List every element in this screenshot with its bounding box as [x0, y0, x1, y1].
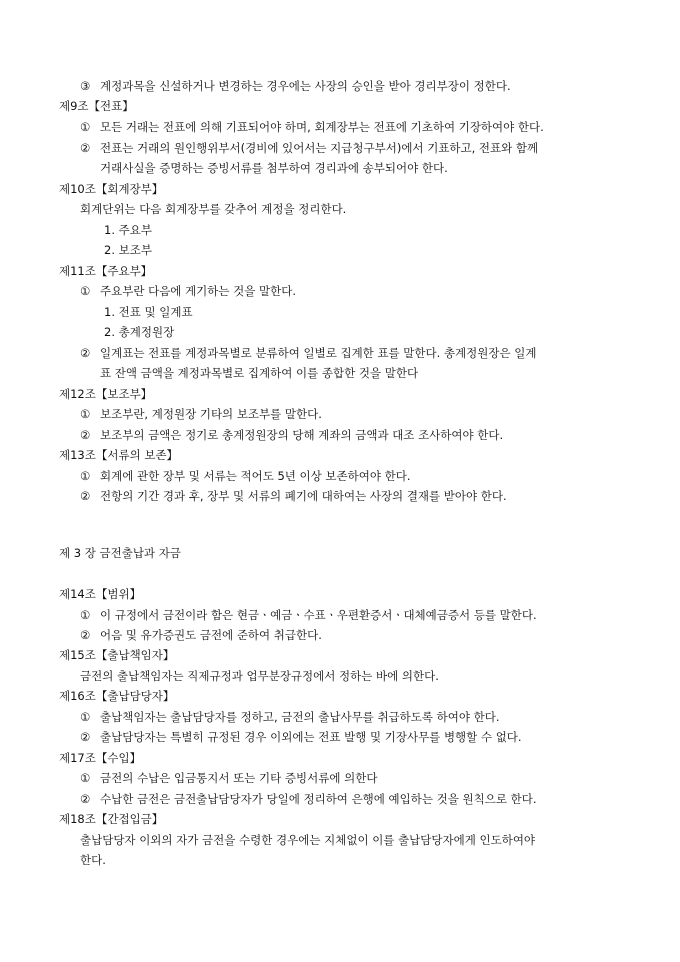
article-12-heading: 제12조【보조부】: [59, 387, 153, 401]
clause-9-item-1: ① 모든 거래는 전표에 의해 기표되어야 하며, 회계장부는 전표에 기초하여 기장하여야 한다.: [80, 120, 544, 134]
clause-14-item-2: ② 어음 및 유가증권도 금전에 준하여 취급한다.: [80, 628, 322, 642]
clause-17-item-1: ① 금전의 수납은 입금통지서 또는 기타 증빙서류에 의한다: [80, 771, 378, 785]
article-10-sub-2: 2. 보조부: [104, 243, 152, 257]
article-10-heading: 제10조【회계장부】: [59, 182, 164, 196]
article-17-heading: 제17조【수입】: [59, 751, 142, 765]
article-18-heading: 제18조【간접입금】: [59, 812, 164, 826]
clause-16-item-1: ① 출납책임자는 출납담당자를 정하고, 금전의 출납사무를 취급하도록 하여야 한다.: [80, 710, 500, 724]
chapter-3-heading: 제 3 장 금전출납과 자금: [59, 546, 181, 560]
clause-9-item-2-cont: 거래사실을 증명하는 증빙서류를 첨부하여 경리과에 송부되어야 한다.: [100, 161, 448, 175]
article-15-heading: 제15조【출납책임자】: [59, 648, 175, 662]
clause-11-item-2-cont: 표 잔액 금액을 계정과목별로 집계하여 이를 종합한 것을 말한다: [100, 366, 419, 380]
article-11-sub-2: 2. 총계정원장: [104, 325, 175, 339]
article-16-heading: 제16조【출납담당자】: [59, 689, 175, 703]
clause-13-item-1: ① 회계에 관한 장부 및 서류는 적어도 5년 이상 보존하여야 한다.: [80, 469, 411, 483]
article-10-body: 회계단위는 다음 회계장부를 갖추어 계정을 정리한다.: [80, 202, 347, 216]
article-11-sub-1: 1. 전표 및 일계표: [104, 305, 193, 319]
clause-12-item-2: ② 보조부의 금액은 정기로 총계정원장의 당해 계좌의 금액과 대조 조사하여야 한다.: [80, 428, 504, 442]
clause-8-item-3: ③ 계정과목을 신설하거나 변경하는 경우에는 사장의 승인을 받아 경리부장이 정한다.: [80, 79, 511, 93]
article-15-body: 금전의 출납책임자는 직제규정과 업무분장규정에서 정하는 바에 의한다.: [80, 669, 439, 683]
clause-17-item-2: ② 수납한 금전은 금전출납담당자가 당일에 정리하여 은행에 예입하는 것을 원칙으로 한다.: [80, 792, 537, 806]
article-18-body-line-1: 출납담당자 이외의 자가 금전을 수령한 경우에는 지체없이 이를 출납담당자에게 인도하여야: [80, 833, 536, 847]
clause-16-item-2: ② 출납담당자는 특별히 규정된 경우 이외에는 전표 발행 및 기장사무를 병행할 수 없다.: [80, 730, 522, 744]
article-11-heading: 제11조【주요부】: [59, 264, 153, 278]
article-9-heading: 제9조【전표】: [59, 99, 134, 113]
clause-14-item-1: ① 이 규정에서 금전이라 함은 현금ㆍ예금ㆍ수표ㆍ우편환증서ㆍ대체예금증서 등를 말한다.: [80, 608, 537, 622]
clause-9-item-2: ② 전표는 거래의 원인행위부서(경비에 있어서는 지급청구부서)에서 기표하고, 전표와 함께: [80, 141, 539, 155]
article-10-sub-1: 1. 주요부: [104, 223, 152, 237]
article-13-heading: 제13조【서류의 보존】: [59, 448, 179, 462]
clause-13-item-2: ② 전항의 기간 경과 후, 장부 및 서류의 폐기에 대하여는 사장의 결재를 받아야 한다.: [80, 489, 507, 503]
clause-11-item-2: ② 일계표는 전표를 계정과목별로 분류하여 일별로 집계한 표를 말한다. 총계정원장은 일계: [80, 346, 537, 360]
article-14-heading: 제14조【범위】: [59, 587, 142, 601]
clause-11-item-1: ① 주요부란 다음에 게기하는 것을 말한다.: [80, 284, 297, 298]
clause-12-item-1: ① 보조부란, 계정원장 기타의 보조부를 말한다.: [80, 407, 322, 421]
article-18-body-line-2: 한다.: [80, 853, 106, 867]
